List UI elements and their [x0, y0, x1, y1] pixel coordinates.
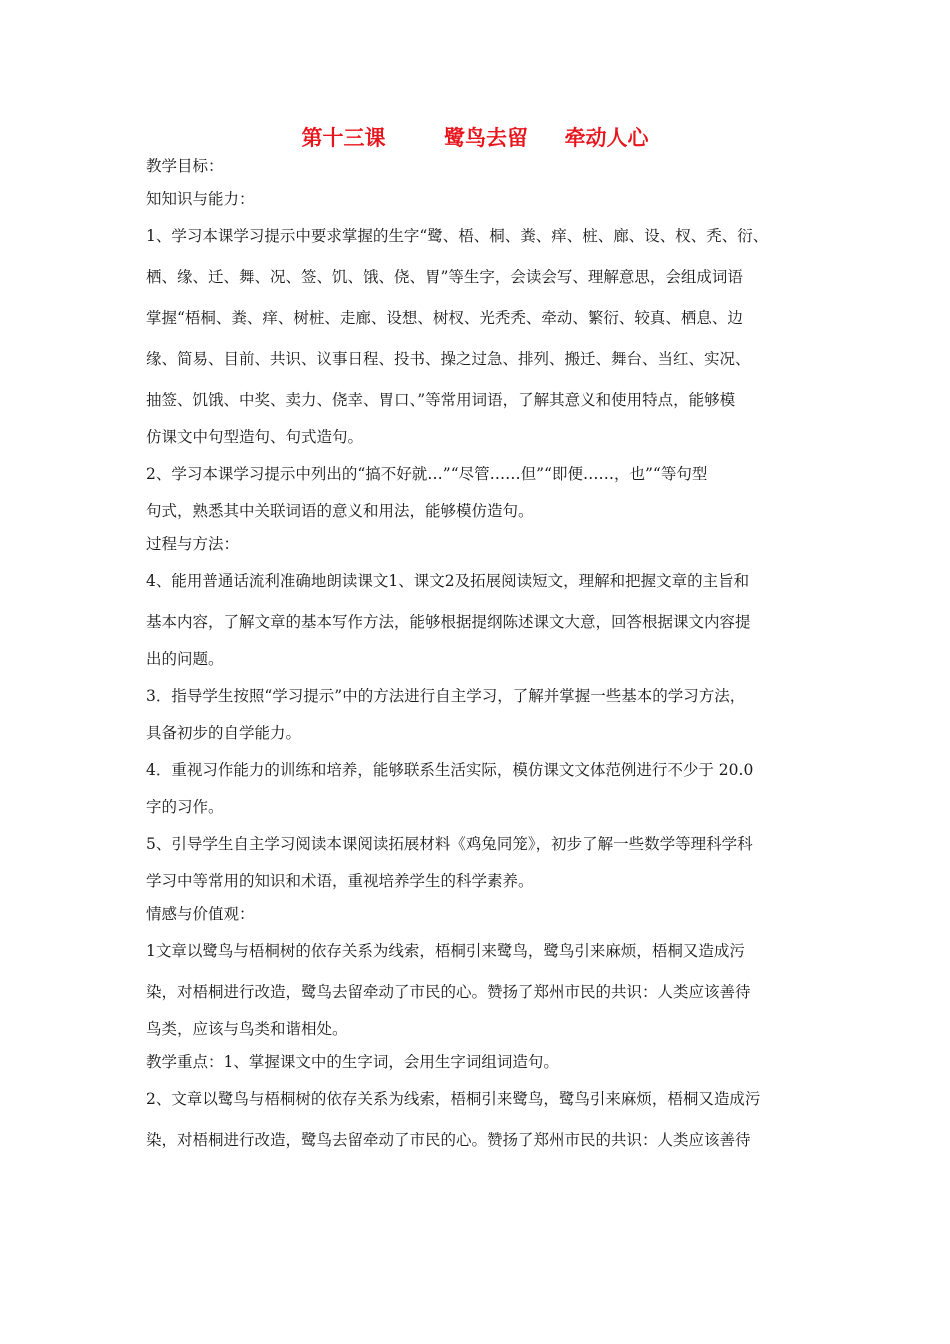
heading-emotion-values: 情感与价值观： — [146, 905, 255, 923]
text-line: 1文章以鹭鸟与梧桐树的依存关系为线索，梧桐引来鹭鸟，鹭鸟引来麻烦，梧桐又造成污 — [146, 942, 745, 960]
heading-process-method: 过程与方法： — [146, 535, 240, 553]
text-line: 4．重视习作能力的训练和培养，能够联系生活实际，模仿课文文体范例进行不少于 20.0 — [146, 761, 754, 779]
text-line: 出的问题。 — [146, 650, 224, 668]
lesson-title: 第十三课 鹭鸟去留 牵动人心 — [301, 126, 649, 150]
text-line: 染，对梧桐进行改造，鹭鸟去留牵动了市民的心。赞扬了郑州市民的共识：人类应该善待 — [146, 1131, 751, 1149]
text-line: 鸟类，应该与鸟类和谐相处。 — [146, 1020, 348, 1038]
text-line: 栖、缘、迁、舞、况、签、饥、饿、侥、胃”等生字，会读会写、理解意思，会组成词语 — [146, 268, 743, 286]
text-line: 学习中等常用的知识和术语，重视培养学生的科学素养。 — [146, 872, 534, 890]
document-body — [146, 150, 816, 1161]
text-line: 字的习作。 — [146, 798, 224, 816]
text-line: 2、学习本课学习提示中列出的“搞不好就…”“尽管……但”“即便……，也”“等句型 — [146, 465, 708, 483]
text-line: 缘、简易、目前、共识、议事日程、投书、操之过急、排列、搬迁、舞台、当红、实况、 — [146, 350, 751, 368]
heading-teaching-goals: 教学目标： — [146, 157, 224, 175]
text-line: 抽签、饥饿、中奖、卖力、侥幸、胃口、”等常用词语，了解其意义和使用特点，能够模 — [146, 391, 736, 409]
text-line: 句式，熟悉其中关联词语的意义和用法，能够模仿造句。 — [146, 502, 534, 520]
text-line: 基本内容，了解文章的基本写作方法，能够根据提纲陈述课文大意，回答根据课文内容提 — [146, 613, 751, 631]
text-line: 4、能用普通话流利准确地朗读课文1、课文2及拓展阅读短文，理解和把握文章的主旨和 — [146, 572, 750, 590]
heading-key-points: 教学重点：1、掌握课文中的生字词，会用生字词组词造句。 — [146, 1053, 559, 1071]
text-line: 掌握“梧桐、粪、痒、树桩、走廊、设想、树杈、光秃秃、牵动、繁衍、较真、栖息、边 — [146, 309, 743, 327]
text-line: 5、引导学生自主学习阅读本课阅读拓展材料《鸡兔同笼》，初步了解一些数学等理科学科 — [146, 835, 753, 853]
text-line: 染，对梧桐进行改造，鹭鸟去留牵动了市民的心。赞扬了郑州市民的共识：人类应该善待 — [146, 983, 751, 1001]
heading-knowledge-ability: 知知识与能力： — [146, 190, 255, 208]
text-line: 仿课文中句型造句、句式造句。 — [146, 428, 364, 446]
text-line: 具备初步的自学能力。 — [146, 724, 302, 742]
text-line: 3．指导学生按照“学习提示”中的方法进行自主学习，了解并掌握一些基本的学习方法， — [146, 687, 746, 705]
text-line: 1、学习本课学习提示中要求掌握的生字“鹭、梧、桐、粪、痒、桩、廊、设、杈、秃、衍、 — [146, 227, 769, 245]
text-line: 2、文章以鹭鸟与梧桐树的依存关系为线索，梧桐引来鹭鸟，鹭鸟引来麻烦，梧桐又造成污 — [146, 1090, 761, 1108]
